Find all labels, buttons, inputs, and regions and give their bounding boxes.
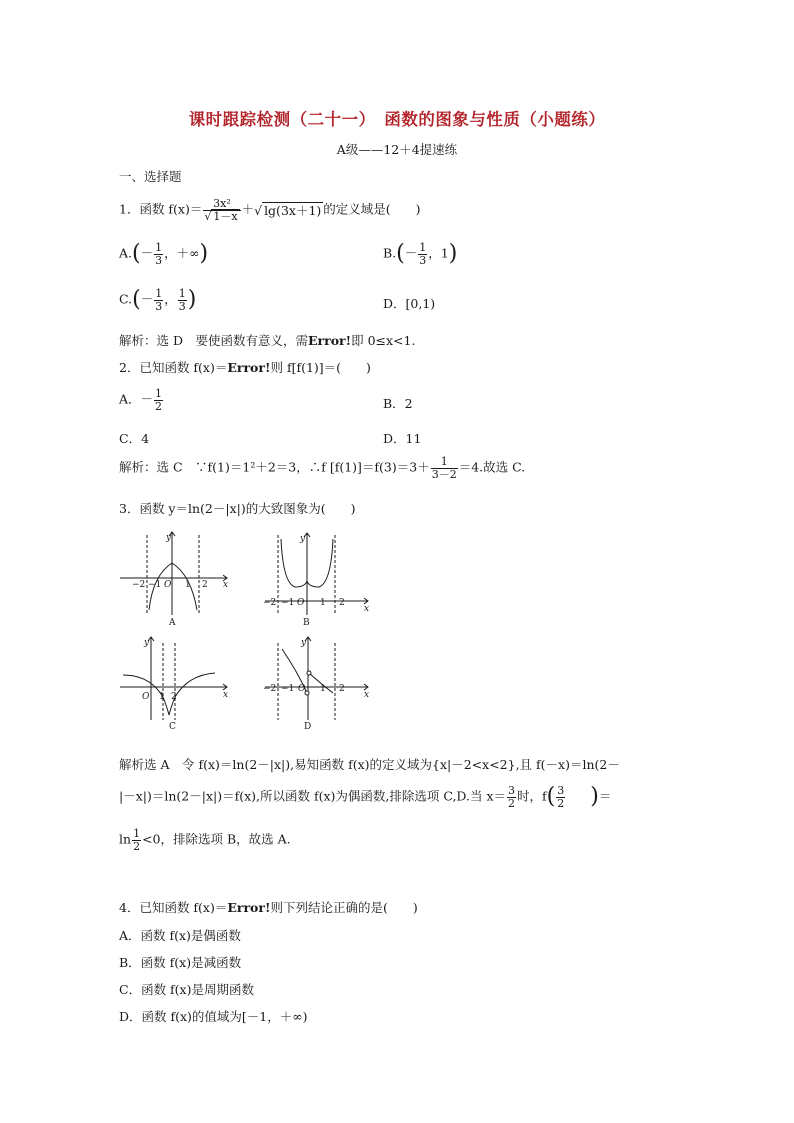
graph-b-y-label: y xyxy=(300,534,306,544)
q1-option-a[interactable]: A.(－ $\frac{1}{3}$ ，＋∞) xyxy=(119,241,209,267)
q4-option-a[interactable]: A．函数 f(x)是偶函数 xyxy=(119,928,241,943)
q2-stem: 2．已知函数 f(x)＝Error!则 f[f(1)]＝( ) xyxy=(119,360,371,375)
graph-d-tick-n1: −1 xyxy=(281,684,295,694)
graph-c-x-label: x xyxy=(223,690,229,700)
graph-c-tick-2: 2 xyxy=(171,692,177,702)
graph-c-tick-1: 1 xyxy=(159,692,165,702)
graph-a-caption: A xyxy=(169,618,176,628)
graph-a-tick-2: 2 xyxy=(202,580,208,590)
graph-d-y-label: y xyxy=(301,638,307,648)
q1-option-b[interactable]: B.(－ $\frac{1}{3}$ ，1) xyxy=(383,241,458,267)
q3-stem: 3．函数 y＝ln(2－|x|)的大致图象为( ) xyxy=(119,501,356,516)
graph-b-tick-2: 2 xyxy=(339,598,345,608)
q3-analysis-line3: ln $\frac{1}{2}$ <0，排除选项 B，故选 A. xyxy=(119,827,291,853)
q1-option-d[interactable]: D．[0,1) xyxy=(383,296,436,311)
graph-d-tick-n2: −2 xyxy=(263,684,277,694)
graph-a-tick-n1: −1 xyxy=(148,580,162,590)
graph-a[interactable] xyxy=(120,532,227,615)
q4-stem: 4．已知函数 f(x)＝Error!则下列结论正确的是( ) xyxy=(119,900,418,915)
graph-d-caption: D xyxy=(304,722,312,732)
graph-b-origin: O xyxy=(297,598,305,608)
q2-option-d[interactable]: D．11 xyxy=(383,431,422,446)
q3-analysis-line2: |－x|)＝ln(2－|x|)＝f(x),所以函数 f(x)为偶函数,排除选项 C,D.当 x＝ $\frac{3}{2}$ 时，f( $\frac{3}{2}$ )＝ xyxy=(119,784,612,810)
q2-analysis: 解析：选 C ∵f(1)＝1²＋2＝3，∴f [f(1)]＝f(3)＝3＋ $\frac{1}{3-2}$ ＝4.故选 C. xyxy=(119,455,526,481)
graph-b-tick-n2: −2 xyxy=(263,598,277,608)
section-heading: 一、选择题 xyxy=(119,169,182,184)
q4-option-d[interactable]: D．函数 f(x)的值域为[－1，＋∞) xyxy=(119,1009,308,1024)
graph-b-caption: B xyxy=(303,618,310,628)
graph-a-y-label: y xyxy=(166,533,172,543)
q1-stem: 1．函数 f(x)＝ $\frac{\text{3x²}}{√ 1-x}$ ＋√ lg(3x＋1) 的定义域是( ) xyxy=(119,197,421,223)
graph-c-y-label: y xyxy=(144,638,150,648)
q2-option-a[interactable]: A．－ $\frac{1}{2}$ xyxy=(119,387,163,413)
q1-option-c[interactable]: C.(－ $\frac{1}{3}$ ， $\frac{1}{3}$ ) xyxy=(119,287,197,313)
q1-analysis: 解析：选 D 要使函数有意义，需Error!即 0≤x<1. xyxy=(119,333,416,348)
graph-c-caption: C xyxy=(169,722,176,732)
graph-d-x-label: x xyxy=(364,690,370,700)
graph-a-tick-n2: −2 xyxy=(132,580,146,590)
graph-b-tick-n1: −1 xyxy=(281,598,295,608)
graph-c-origin: O xyxy=(142,692,150,702)
graph-c[interactable] xyxy=(120,637,227,720)
graph-a-x-label: x xyxy=(223,580,229,590)
q4-option-b[interactable]: B．函数 f(x)是减函数 xyxy=(119,955,242,970)
graph-a-tick-1: 1 xyxy=(185,580,191,590)
q2-option-c[interactable]: C．4 xyxy=(119,431,150,446)
q3-analysis-line1: 解析选 A 令 f(x)＝ln(2－|x|),易知函数 f(x)的定义域为{x|－2<x<2},且 f(－x)＝ln(2－ xyxy=(119,757,620,772)
graph-d[interactable] xyxy=(265,637,368,720)
q4-option-c[interactable]: C．函数 f(x)是周期函数 xyxy=(119,982,254,997)
graph-a-origin: O xyxy=(164,580,172,590)
graph-d-tick-2: 2 xyxy=(339,684,345,694)
q2-option-b[interactable]: B．2 xyxy=(383,396,413,411)
graph-b-tick-1: 1 xyxy=(320,598,326,608)
graph-d-origin: O xyxy=(298,684,306,694)
graph-b-x-label: x xyxy=(364,604,370,614)
graph-d-tick-1: 1 xyxy=(320,684,326,694)
page-title: 课时跟踪检测（二十一） 函数的图象与性质（小题练） xyxy=(188,110,606,129)
page-subtitle: A级——12＋4提速练 xyxy=(336,142,458,157)
q3-graphs xyxy=(115,525,385,732)
q1-fraction: $\frac{\text{3x²}}{√ 1-x}$ xyxy=(203,198,240,222)
q1-sqrt: √ lg(3x＋1) xyxy=(254,203,322,219)
